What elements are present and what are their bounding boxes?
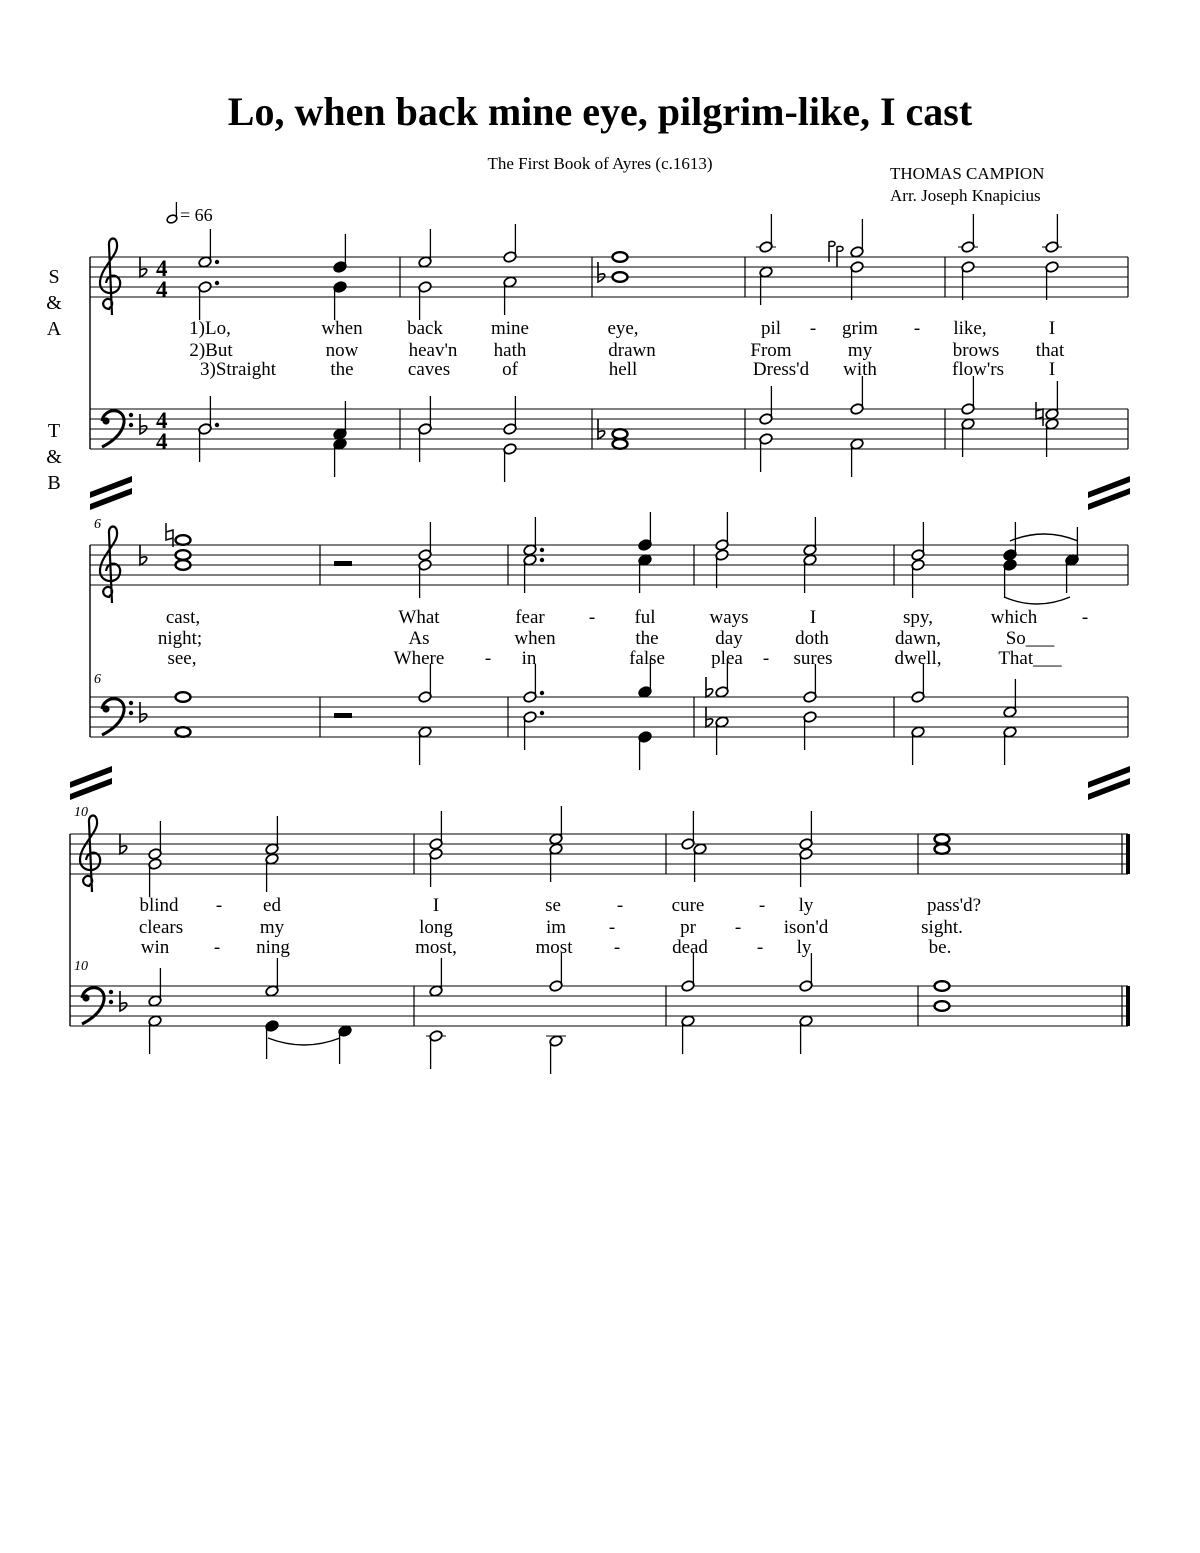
lyric-syllable: - <box>762 648 770 669</box>
measure-number: 10 <box>74 959 88 974</box>
whole-note <box>935 1001 950 1011</box>
dot <box>215 423 219 427</box>
bass-clef-dot <box>129 701 133 705</box>
measure-number: 10 <box>74 805 88 820</box>
lyric-syllable: with <box>843 359 877 380</box>
lyric-syllable: when <box>514 628 556 649</box>
part-letter-a: A <box>46 318 62 340</box>
part-letter-t: T <box>47 420 61 442</box>
lyric-syllable: - <box>758 895 766 916</box>
time-sig-denominator: 4 <box>156 277 168 302</box>
lyric-syllable: se <box>545 895 561 916</box>
time-sig-denominator: 4 <box>156 429 168 454</box>
lyric-syllable: when <box>321 318 363 339</box>
part-letter-s: S <box>48 266 60 288</box>
dot <box>215 260 219 264</box>
lyric-syllable: - <box>213 937 221 958</box>
composer-name: THOMAS CAMPION <box>890 164 1045 183</box>
whole-note <box>935 844 950 854</box>
lyric-syllable: - <box>809 318 817 339</box>
tempo-value: = 66 <box>180 205 213 225</box>
lyric-syllable: Dress'd <box>752 359 810 380</box>
whole-note <box>613 429 628 439</box>
lyric-syllable: back <box>407 318 443 339</box>
lyric-syllable: hell <box>608 359 638 380</box>
lyric-syllable: 3)Straight <box>200 359 276 380</box>
lyric-syllable: which <box>990 607 1038 628</box>
lyric-syllable: From <box>750 340 792 361</box>
lyric-syllable: As <box>408 628 430 649</box>
lyric-syllable: false <box>629 648 665 669</box>
whole-note <box>935 981 950 991</box>
lyric-syllable: now <box>325 340 359 361</box>
arranger-name: Arr. Joseph Knapicius <box>890 186 1041 205</box>
bass-clef-dot <box>129 413 133 417</box>
lyric-syllable: - <box>913 318 921 339</box>
bass-clef-dot <box>102 417 109 424</box>
slur <box>268 1038 340 1045</box>
whole-note <box>613 439 628 449</box>
lyric-syllable: ly <box>798 895 814 916</box>
lyric-syllable: - <box>1081 607 1089 628</box>
measure-number: 6 <box>94 672 101 687</box>
lyric-syllable: cast, <box>165 607 201 628</box>
lyric-syllable: see, <box>167 648 197 669</box>
lyric-syllable: sight. <box>921 917 963 938</box>
lyric-syllable: That___ <box>998 648 1062 669</box>
lyric-syllable: sures <box>793 648 833 669</box>
key-flat-icon <box>140 414 147 434</box>
whole-note <box>613 272 628 282</box>
lyric-syllable: in <box>521 648 537 669</box>
lyric-syllable: mine <box>491 318 529 339</box>
time-sig-numerator: 4 <box>156 408 168 433</box>
lyric-syllable: plea <box>711 648 743 669</box>
lyric-syllable: ed <box>263 895 281 916</box>
lyric-syllable: I <box>809 607 817 628</box>
lyric-syllable: 1)Lo, <box>189 318 231 339</box>
lyric-syllable: drawn <box>608 340 656 361</box>
lyric-syllable: dwell, <box>894 648 942 669</box>
lyric-syllable: spy, <box>903 607 933 628</box>
lyric-syllable: day <box>715 628 743 649</box>
lyric-syllable: hath <box>493 340 527 361</box>
lyric-syllable: 2)But <box>189 340 233 361</box>
lyric-syllable: that <box>1035 340 1065 361</box>
lyric-syllable: pil <box>760 318 782 339</box>
part-letter-b: B <box>47 472 61 494</box>
lyric-syllable: most, <box>415 937 457 958</box>
lyric-syllable: heav'n <box>408 340 458 361</box>
lyric-syllable: - <box>484 648 492 669</box>
lyric-syllable: - <box>588 607 596 628</box>
lyric-syllable: - <box>616 895 624 916</box>
lyric-syllable: ful <box>634 607 656 628</box>
whole-note <box>176 692 191 702</box>
subtitle: The First Book of Ayres (c.1613) <box>487 154 713 173</box>
bass-clef-dot <box>109 990 113 994</box>
lyric-syllable: I <box>432 895 440 916</box>
lyric-syllable: long <box>419 917 453 938</box>
bass-clef-dot <box>102 705 109 712</box>
whole-note <box>176 727 191 737</box>
natural-icon <box>1036 402 1043 426</box>
whole-note <box>176 535 191 545</box>
lyric-syllable: I <box>1048 359 1056 380</box>
lyric-syllable: ly <box>796 937 812 958</box>
slur <box>1004 597 1070 604</box>
lyric-syllable: of <box>502 359 518 380</box>
key-flat-icon <box>140 702 147 722</box>
lyric-syllable: - <box>734 917 742 938</box>
lyric-syllable: I <box>1048 318 1056 339</box>
key-flat-icon <box>120 991 127 1011</box>
lyric-syllable: So___ <box>1005 628 1055 649</box>
dot <box>540 548 544 552</box>
lyric-syllable: clears <box>138 917 184 938</box>
lyric-syllable: pr <box>680 917 696 938</box>
lyric-syllable: cure <box>671 895 705 916</box>
dot <box>540 691 544 695</box>
lyric-syllable: im <box>545 917 567 938</box>
flat-accidental <box>829 241 835 262</box>
whole-note <box>613 252 628 262</box>
bass-clef-dot <box>109 1000 113 1004</box>
lyric-syllable: eye, <box>607 318 639 339</box>
lyric-syllable: like, <box>953 318 987 339</box>
lyric-syllable: be. <box>928 937 952 958</box>
lyric-syllable: doth <box>795 628 829 649</box>
lyric-syllable: my <box>259 917 285 938</box>
bass-clef-dot <box>82 994 89 1001</box>
lyric-syllable: most <box>535 937 573 958</box>
bass-clef-dot <box>129 711 133 715</box>
dot <box>540 711 544 715</box>
lyric-syllable: grim <box>842 318 878 339</box>
natural-icon <box>166 523 173 547</box>
lyric-syllable: night; <box>157 628 203 649</box>
lyric-syllable: - <box>215 895 223 916</box>
lyric-syllable: fear <box>515 607 545 628</box>
flat-accidental <box>706 677 713 697</box>
lyric-syllable: flow'rs <box>952 359 1004 380</box>
lyric-syllable: Where <box>393 648 445 669</box>
dot <box>215 281 219 285</box>
lyric-syllable: What <box>398 607 440 628</box>
lyric-syllable: - <box>608 917 616 938</box>
whole-note <box>935 834 950 844</box>
lyric-syllable: dawn, <box>895 628 941 649</box>
time-sig-numerator: 4 <box>156 256 168 281</box>
dot <box>540 558 544 562</box>
whole-note <box>176 560 191 570</box>
lyric-syllable: my <box>847 340 873 361</box>
page-title: Lo, when back mine eye, pilgrim-like, I cast <box>227 89 973 134</box>
bass-clef-dot <box>129 423 133 427</box>
flat-accidental <box>598 262 605 282</box>
lyric-syllable: ison'd <box>783 917 829 938</box>
half-rest <box>334 561 352 566</box>
lyric-syllable: - <box>613 937 621 958</box>
measure-number: 6 <box>94 517 101 532</box>
lyric-syllable: ways <box>709 607 749 628</box>
lyric-syllable: - <box>756 937 764 958</box>
lyric-syllable: the <box>635 628 659 649</box>
part-letter-amp: & <box>46 292 62 314</box>
lyric-syllable: caves <box>407 359 451 380</box>
slur <box>1010 534 1078 541</box>
lyric-syllable: ning <box>256 937 290 958</box>
lyric-syllable: the <box>330 359 354 380</box>
lyric-syllable: pass'd? <box>926 895 982 916</box>
half-rest <box>334 713 352 718</box>
lyric-syllable: dead <box>672 937 708 958</box>
part-letter-amp: & <box>46 446 62 468</box>
lyric-syllable: blind <box>139 895 179 916</box>
whole-note <box>176 550 191 560</box>
lyric-syllable: brows <box>952 340 1000 361</box>
lyric-syllable: win <box>140 937 170 958</box>
